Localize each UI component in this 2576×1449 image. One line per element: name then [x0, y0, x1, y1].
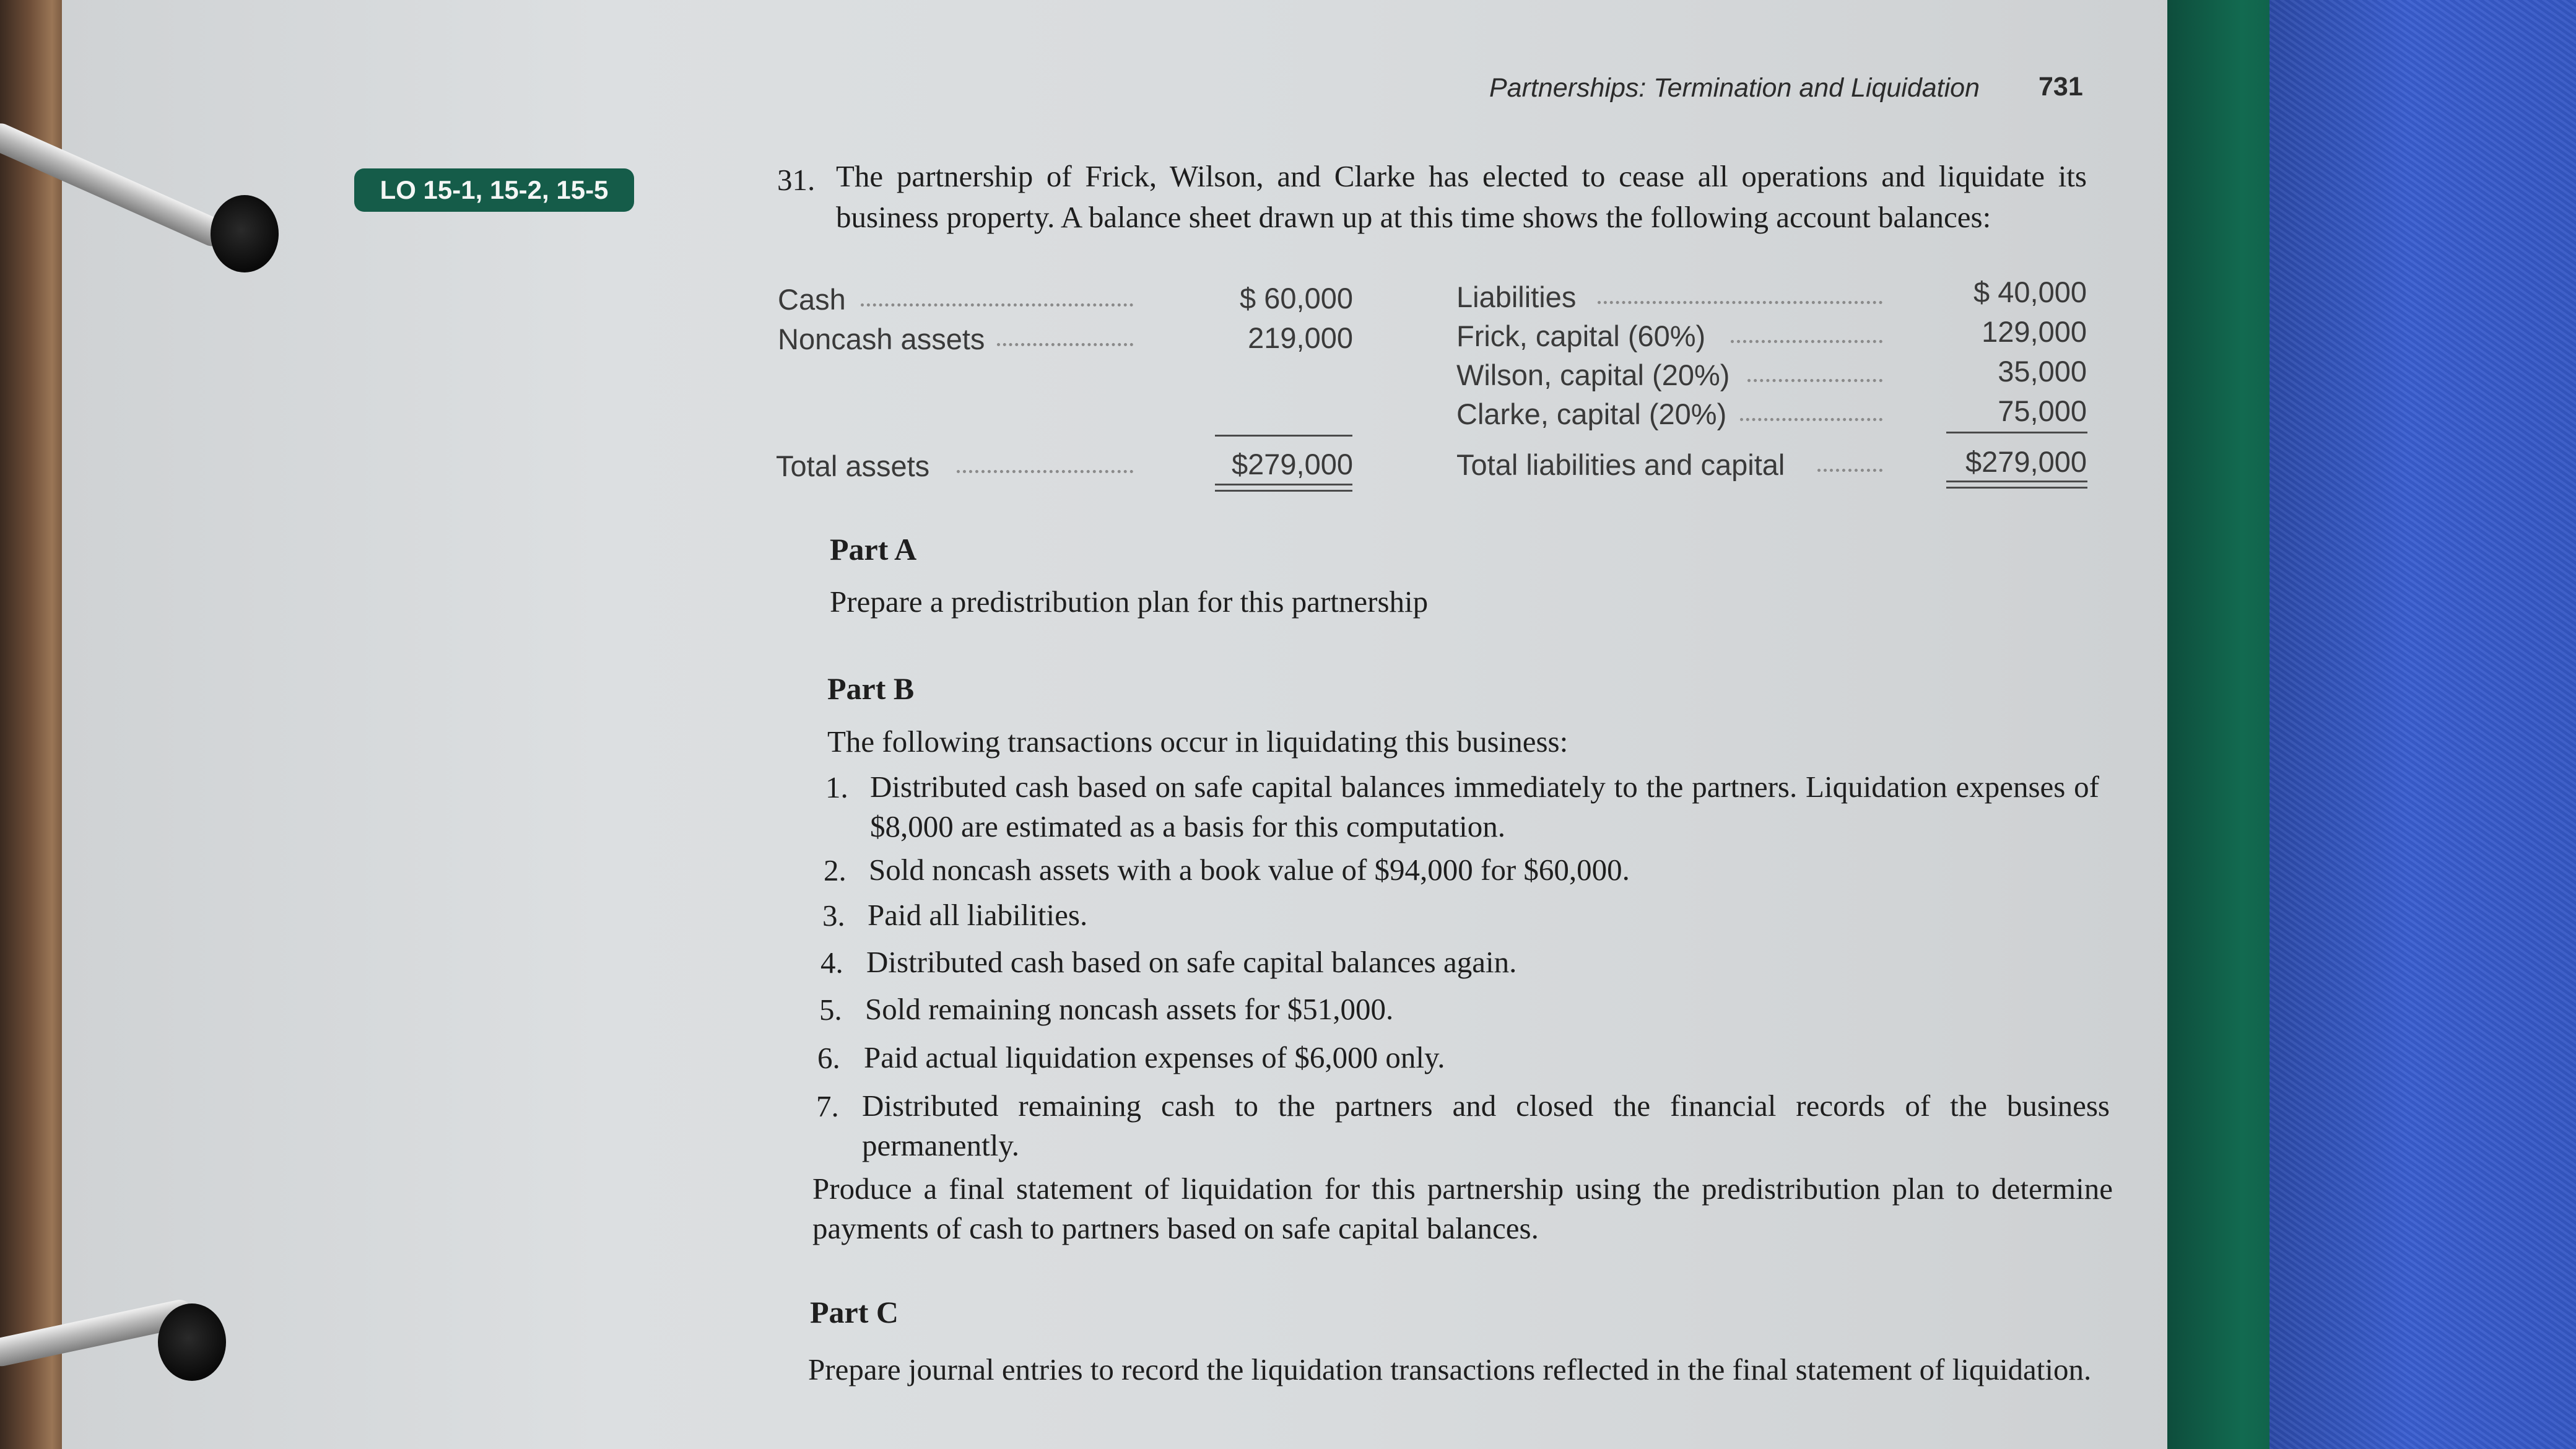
part-c-text: Prepare journal entries to record the liquidation transactions reflected in the final statement of liquidation.	[808, 1352, 2092, 1386]
binder-hole-top	[211, 195, 279, 272]
bs-liab-amount: $ 40,000	[1973, 276, 2087, 308]
part-a-text: Prepare a predistribution plan for this partnership	[830, 585, 1429, 619]
total-double-rule-2	[1215, 490, 1352, 492]
part-b-intro: The following transactions occur in liquidating this business:	[827, 724, 1569, 759]
dot-leader	[957, 470, 1133, 473]
list-number: 5.	[819, 993, 842, 1027]
subtotal-rule	[1946, 432, 2087, 433]
list-item: Distributed cash based on safe capital balances again.	[866, 945, 1517, 979]
list-number: 3.	[822, 899, 845, 933]
dot-leader	[1817, 469, 1882, 472]
bs-capital-label: Frick, capital (60%)	[1456, 320, 1706, 352]
list-item: Sold remaining noncash assets for $51,000.	[865, 992, 1394, 1026]
bs-total-assets-amount: $279,000	[1231, 448, 1353, 481]
bs-asset-label: Noncash assets	[778, 323, 985, 355]
total-double-rule-1	[1946, 481, 2087, 482]
bs-total-liab-amount: $279,000	[1965, 445, 2087, 478]
list-item: Distributed cash based on safe capital balances immediately to the partners. Liquidation expenses of $8,000 are estimated as a basis for this computation.	[870, 770, 2099, 843]
page-number: 731	[2039, 72, 2083, 102]
binder-hole-bottom	[158, 1303, 226, 1381]
running-title: Partnerships: Termination and Liquidation	[1489, 73, 1980, 103]
total-double-rule-1	[1215, 484, 1352, 485]
binder-blue-cover	[2269, 0, 2576, 1449]
bs-liab-label: Liabilities	[1456, 281, 1577, 313]
list-item: Sold noncash assets with a book value of $94,000 for $60,000.	[869, 853, 1630, 887]
dot-leader	[1731, 340, 1882, 343]
subtotal-rule	[1215, 435, 1352, 437]
problem-statement: The partnership of Frick, Wilson, and Clarke has elected to cease all operations and liquidate its business property. A balance sheet drawn up at this time shows the following account balances:	[836, 159, 2087, 234]
part-b-heading: Part B	[827, 671, 915, 706]
list-item: Paid all liabilities.	[868, 898, 1088, 932]
list-number: 1.	[825, 770, 848, 804]
bs-asset-amount: 219,000	[1248, 321, 1353, 354]
bs-total-liab-label: Total liabilities and capital	[1456, 448, 1785, 481]
dot-leader	[861, 303, 1133, 307]
total-double-rule-2	[1946, 487, 2087, 489]
dot-leader	[997, 343, 1133, 346]
learning-objective-badge: LO 15-1, 15-2, 15-5	[354, 168, 634, 212]
problem-number: 31.	[777, 163, 816, 197]
bs-asset-label: Cash	[778, 283, 846, 316]
list-item: Paid actual liquidation expenses of $6,000 only.	[864, 1040, 1445, 1074]
list-item: Distributed remaining cash to the partners and closed the financial records of the business permanently.	[862, 1089, 2110, 1162]
list-number: 6.	[817, 1041, 840, 1075]
bs-capital-label: Clarke, capital (20%)	[1456, 398, 1727, 430]
bs-capital-amount: 35,000	[1998, 355, 2087, 388]
bs-capital-amount: 129,000	[1982, 315, 2087, 348]
part-b-closing: Produce a final statement of liquidation for this partnership using the predistribution plan to determine payments of cash to partners based on safe capital balances.	[812, 1172, 2113, 1245]
dot-leader	[1598, 301, 1882, 304]
bs-capital-amount: 75,000	[1998, 394, 2087, 427]
dot-leader	[1747, 379, 1882, 382]
list-number: 7.	[816, 1089, 839, 1123]
list-number: 4.	[820, 946, 843, 980]
dot-leader	[1740, 418, 1882, 421]
bs-capital-label: Wilson, capital (20%)	[1456, 359, 1730, 391]
part-a-heading: Part A	[830, 532, 917, 567]
list-number: 2.	[824, 853, 846, 887]
part-c-heading: Part C	[810, 1295, 899, 1329]
bs-total-assets-label: Total assets	[776, 450, 930, 482]
bs-asset-amount: $ 60,000	[1240, 282, 1353, 315]
